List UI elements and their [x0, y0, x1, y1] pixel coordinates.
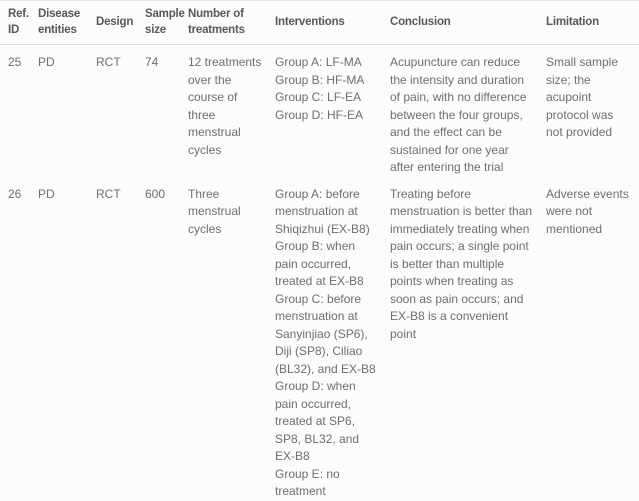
cell-conclusion: Acupuncture can reduce the intensity and duration of pain, with no difference between the four groups, and the effect can be sustained for one year after entering the trial — [390, 55, 527, 174]
cell-treatments: 12 treatments over the course of three menstrual cycles — [188, 55, 262, 157]
cell-limitation: Small sample size; the acupoint protocol was not provided — [546, 55, 619, 139]
intervention-group: Group C: before menstruation at Sanyinjiao (SP6), Diji (SP8), Ciliao (BL32), and EX-B8 — [275, 291, 376, 376]
cell-design: RCT — [96, 55, 121, 69]
intervention-group: Group B: HF-MA — [275, 72, 365, 87]
table-header — [0, 1, 639, 45]
cell-disease: PD — [38, 55, 55, 69]
cell-interventions — [275, 45, 390, 177]
table-row — [0, 45, 639, 177]
intervention-group: Group D: when pain occurred, treated at SP6, SP8, BL32, and EX-B8 — [275, 379, 360, 463]
cell-disease: PD — [38, 186, 55, 201]
cell-sample-size: 74 — [145, 55, 159, 69]
intervention-group: Group C: LF-EA — [275, 90, 362, 104]
column-header-treatments: Number of treatments — [188, 1, 275, 45]
intervention-group: Group E: no treatment — [275, 466, 340, 498]
column-header-design: Design — [96, 1, 145, 45]
cell-design: RCT — [96, 186, 121, 201]
intervention-group: Group B: when pain occurred, treated at EX-B8 — [275, 239, 364, 288]
table-header-row — [0, 1, 639, 45]
cell-sample-size: 600 — [145, 186, 166, 201]
table-body — [0, 45, 639, 501]
intervention-group: Group D: HF-EA — [275, 107, 364, 122]
cell-interventions — [275, 177, 390, 501]
cell-treatments: Three menstrual cycles — [188, 186, 241, 236]
column-header-disease: Disease entities — [38, 1, 96, 45]
cell-ref-id: 25 — [8, 55, 22, 69]
intervention-group: Group A: LF-MA — [275, 55, 362, 69]
column-header-ref-id: Ref. ID — [0, 1, 38, 45]
intervention-group: Group A: before menstruation at Shiqizhui (EX-B8) — [275, 186, 370, 236]
cell-ref-id: 26 — [8, 186, 22, 201]
column-header-sample-size: Sample size — [145, 1, 188, 45]
column-header-limitation: Limitation — [546, 1, 639, 45]
column-header-conclusion: Conclusion — [390, 1, 546, 45]
table-row — [0, 177, 639, 501]
column-header-interventions: Interventions — [275, 1, 390, 45]
cell-limitation: Adverse events were not mentioned — [546, 186, 629, 236]
cell-conclusion: Treating before menstruation is better than immediately treating when pain occurs; a single point is better than multiple points when treating as soon as pain occurs; and EX-B8 is a convenient point — [390, 186, 533, 341]
